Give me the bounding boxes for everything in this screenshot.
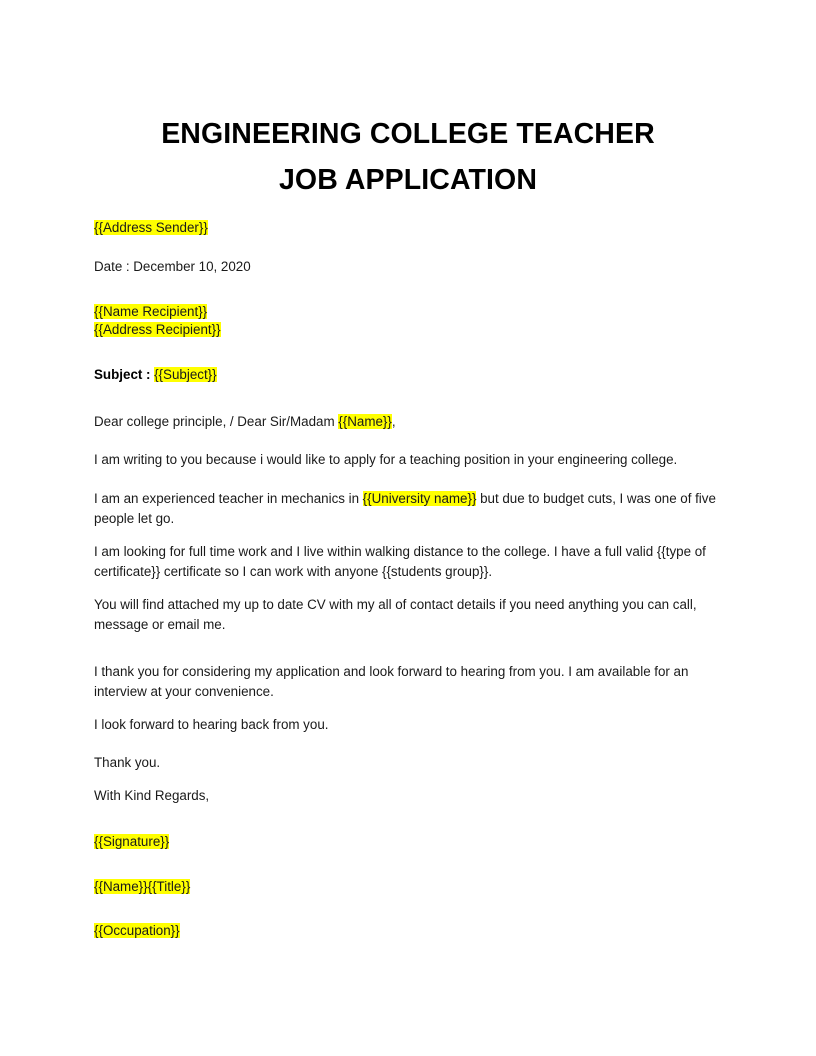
- recipient-name-placeholder: {{Name Recipient}}: [94, 304, 208, 319]
- paragraph-experience-part2: but due to budget cuts, I was one of five people let go.: [94, 490, 716, 526]
- salutation-trailing-comma: ,: [391, 413, 396, 429]
- document-title-block: [94, 112, 722, 203]
- closing-thank-you: Thank you.: [94, 755, 161, 770]
- occupation-line: [94, 921, 722, 942]
- occupation-placeholder: {{Occupation}}: [94, 923, 180, 938]
- page-title-line-2: JOB APPLICATION: [278, 164, 537, 196]
- sender-address-placeholder: {{Address Sender}}: [94, 220, 208, 235]
- salutation-line: [94, 412, 722, 433]
- paragraph-experience-part1: I am an experienced teacher in mechanics in: [94, 490, 360, 506]
- page-title-line-1: ENGINEERING COLLEGE TEACHER: [161, 118, 655, 150]
- closing-regards: With Kind Regards,: [94, 787, 210, 803]
- signature-line: [94, 832, 722, 853]
- subject-label: Subject :: [94, 367, 151, 382]
- name-title-placeholder: {{Name}}{{Title}}: [94, 878, 191, 894]
- sender-address-line: [94, 218, 722, 239]
- paragraph-cv: You will find attached my up to date CV with my all of contact details if you need anything you can call, message or email me.: [94, 596, 697, 632]
- letter-body: [94, 218, 722, 966]
- paragraph-lookforward: I look forward to hearing back from you.: [94, 716, 329, 732]
- date-line: Date : December 10, 2020: [94, 258, 251, 274]
- paragraph-availability: I am looking for full time work and I live within walking distance to the college. I have a full valid {{type of certificate}} certificate so I can work with anyone {{students group}}.: [94, 543, 706, 579]
- paragraph-experience: [94, 489, 722, 530]
- subject-line: [94, 365, 722, 386]
- university-name-placeholder: {{University name}}: [362, 490, 477, 506]
- name-title-line: [94, 877, 722, 898]
- signature-placeholder: {{Signature}}: [94, 834, 170, 849]
- subject-placeholder: {{Subject}}: [154, 367, 217, 382]
- recipient-block: [94, 303, 722, 339]
- recipient-address-placeholder: {{Address Recipient}}: [94, 322, 221, 337]
- salutation-name-placeholder: {{Name}}: [338, 413, 392, 429]
- paragraph-thanks: I thank you for considering my application and look forward to hearing from you. I am available for an interview at your convenience.: [94, 663, 689, 699]
- salutation-text: Dear college principle, / Dear Sir/Madam: [94, 413, 335, 429]
- paragraph-intro: I am writing to you because i would like to apply for a teaching position in your engineering college.: [94, 452, 678, 467]
